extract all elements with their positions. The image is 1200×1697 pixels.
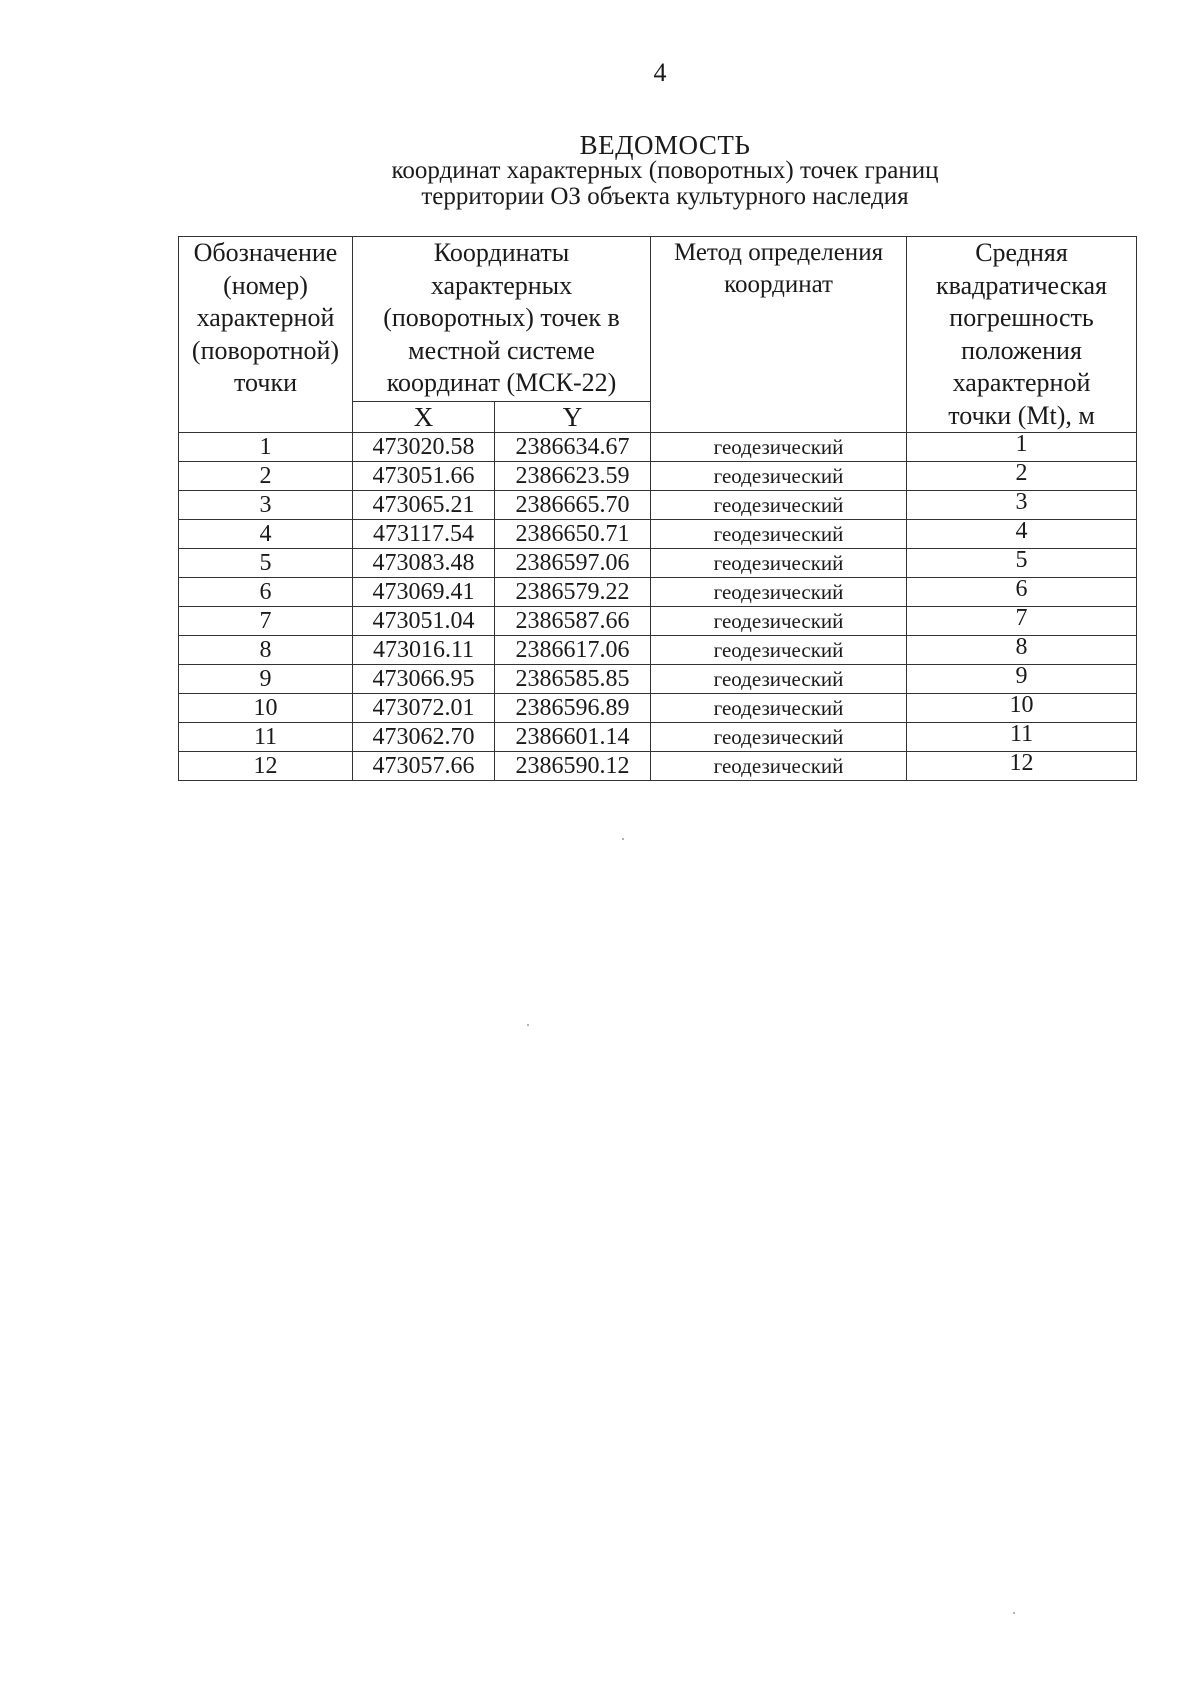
table-row [179,462,1137,491]
header-line: (поворотной) [191,335,340,365]
cell-number: 2 [179,462,353,491]
header-error [907,237,1137,433]
cell-number: 11 [179,723,353,752]
cell-x: 473016.11 [353,636,495,665]
cell-number: 1 [179,433,353,462]
cell-method: геодезический [651,462,907,491]
table-row [179,636,1137,665]
cell-number: 4 [179,520,353,549]
cell-x: 473065.21 [353,491,495,520]
cell-error: 12 [907,752,1137,781]
cell-y: 2386590.12 [495,752,651,781]
cell-error: 1 [907,433,1137,462]
table-row [179,491,1137,520]
header-line: координат [724,271,833,298]
table-row [179,694,1137,723]
cell-x: 473066.95 [353,665,495,694]
title-main: ВЕДОМОСТЬ [579,130,751,160]
cell-x: 473072.01 [353,694,495,723]
cell-method: геодезический [651,491,907,520]
cell-y: 2386597.06 [495,549,651,578]
header-x: X [353,402,495,433]
coordinates-table [178,236,1137,781]
cell-error: 2 [907,462,1137,491]
cell-x: 473083.48 [353,549,495,578]
cell-y: 2386650.71 [495,520,651,549]
header-line: погрешность [949,303,1094,332]
scan-speck [622,838,624,840]
cell-method: геодезический [651,520,907,549]
cell-x: 473020.58 [353,433,495,462]
table-row [179,607,1137,636]
cell-error: 10 [907,694,1137,723]
cell-number: 8 [179,636,353,665]
header-designation [179,237,353,433]
header-line: (номер) [223,270,308,300]
header-line: Обозначение [193,238,338,267]
cell-method: геодезический [651,549,907,578]
page-number: 4 [653,58,667,87]
cell-error: 7 [907,607,1137,636]
cell-x: 473117.54 [353,520,495,549]
table-row [179,549,1137,578]
cell-y: 2386587.66 [495,607,651,636]
cell-y: 2386623.59 [495,462,651,491]
cell-error: 4 [907,520,1137,549]
header-line: характерных [430,270,573,300]
title-line-1: координат характерных (поворотных) точек границ [391,157,939,184]
scan-speck [1013,1612,1015,1614]
title-line-2: территории ОЗ объекта культурного наследия [421,183,909,210]
cell-x: 473062.70 [353,723,495,752]
cell-method: геодезический [651,578,907,607]
table-row [179,578,1137,607]
cell-y: 2386585.85 [495,665,651,694]
cell-number: 3 [179,491,353,520]
header-line: (поворотных) точек в [383,303,620,332]
cell-number: 9 [179,665,353,694]
header-line: точки [234,368,297,397]
cell-method: геодезический [651,433,907,462]
header-line: квадратическая [936,270,1108,300]
cell-number: 7 [179,607,353,636]
header-line: Средняя [975,238,1068,267]
header-line: Метод определения [673,239,884,266]
cell-x: 473057.66 [353,752,495,781]
cell-method: геодезический [651,752,907,781]
cell-y: 2386634.67 [495,433,651,462]
header-y: Y [495,402,651,433]
scan-speck [527,1024,529,1026]
header-line: Координаты [433,238,570,267]
cell-error: 8 [907,636,1137,665]
cell-method: геодезический [651,607,907,636]
cell-error: 5 [907,549,1137,578]
cell-x: 473069.41 [353,578,495,607]
header-line: местной системе [408,335,595,365]
cell-number: 5 [179,549,353,578]
cell-x: 473051.04 [353,607,495,636]
cell-error: 9 [907,665,1137,694]
table-row [179,433,1137,462]
cell-y: 2386665.70 [495,491,651,520]
cell-number: 6 [179,578,353,607]
cell-error: 3 [907,491,1137,520]
header-method [651,237,907,433]
document-title [0,132,1200,210]
cell-y: 2386601.14 [495,723,651,752]
header-row [179,237,1137,402]
cell-error: 6 [907,578,1137,607]
table-row [179,665,1137,694]
table-row [179,723,1137,752]
cell-method: геодезический [651,665,907,694]
cell-method: геодезический [651,694,907,723]
header-coordinates [353,237,651,402]
cell-method: геодезический [651,636,907,665]
cell-method: геодезический [651,723,907,752]
cell-y: 2386579.22 [495,578,651,607]
header-line: положения [961,335,1082,365]
cell-y: 2386596.89 [495,694,651,723]
cell-x: 473051.66 [353,462,495,491]
cell-y: 2386617.06 [495,636,651,665]
header-line: точки (Mt), м [948,400,1095,430]
header-line: характерной [952,368,1091,397]
cell-error: 11 [907,723,1137,752]
table-row [179,520,1137,549]
header-line: характерной [196,303,335,332]
cell-number: 12 [179,752,353,781]
header-line: координат (МСК-22) [386,368,617,397]
cell-number: 10 [179,694,353,723]
table-row [179,752,1137,781]
